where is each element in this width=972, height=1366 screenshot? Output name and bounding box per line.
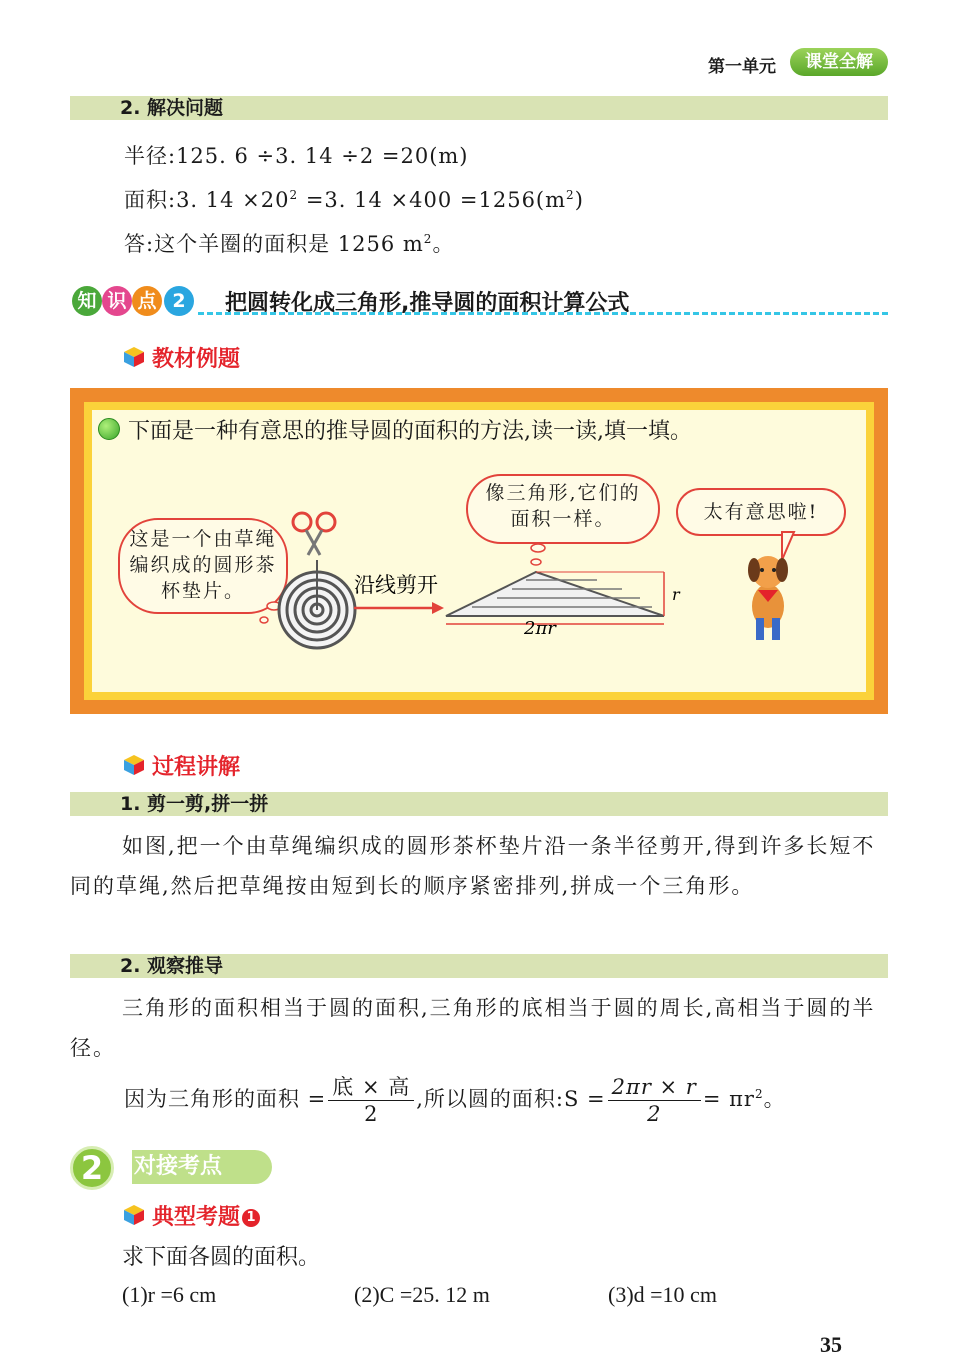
section-title: 2. 解决问题 [120,97,224,119]
area-unit-exponent: 2 [566,188,575,202]
formula-tail: 。 [763,1087,786,1111]
unit-label: 第一单元 [708,57,776,77]
arrow-label: 沿线剪开 [354,573,438,597]
speech-text-left: 这是一个由草绳编织成的圆形茶杯垫片。 [129,528,277,602]
example-illustration [92,410,866,692]
exam-section-label [132,1150,272,1184]
answer-line [124,228,454,258]
triangle-shape [446,572,664,624]
knowledge-title: 把圆转化成三角形,推导圆的面积计算公式 [225,291,630,316]
typical-question-number: 1 [242,1209,260,1227]
formula-mid: ,所以圆的面积:S = [416,1087,606,1111]
section-bar-observe [70,954,888,978]
example-instruction: 下面是一种有意思的推导圆的面积的方法,读一读,填一填。 [128,419,692,444]
formula-line [124,1074,786,1127]
area-text: 面积:3. 14 ×20 [124,188,290,212]
triangle-height-label: r [672,585,680,604]
answer-exponent: 2 [423,232,433,246]
typical-question-label [152,1200,260,1231]
area-text-end: ) [574,188,584,212]
cube-icon [122,1203,146,1231]
section-pill: 课堂全解 [790,48,888,76]
fraction-circle-area [608,1074,701,1127]
answer-end: 。 [432,232,455,256]
fraction-numerator: 底 × 高 [328,1074,414,1101]
question-text: 求下面各圆的面积。 [122,1245,321,1270]
area-line [124,184,584,214]
exam-section-text: 对接考点 [134,1154,223,1179]
area-text-mid: =3. 14 ×400 =1256(m [298,188,567,212]
fraction-numerator: 2πr × r [608,1074,701,1101]
fraction-denominator: 2 [364,1102,379,1126]
exam-section-number: 2 [70,1146,114,1190]
section-bar-cut [70,792,888,816]
area-exponent: 2 [289,188,299,202]
triangle-base-label: 2πr [524,618,556,639]
typical-question-text: 典型考题 [152,1205,241,1230]
formula-pre: 因为三角形的面积 = [124,1087,327,1111]
section-title: 1. 剪一剪,拼一拼 [120,793,269,815]
fraction-denominator: 2 [647,1102,662,1126]
answer-text: 答:这个羊圈的面积是 1256 m [124,232,424,256]
page-number: 35 [820,1332,842,1357]
section-bar-solve [70,96,888,120]
knowledge-number-badge: 2 [164,286,194,316]
process-label: 过程讲解 [152,755,241,780]
fraction-triangle-area [328,1074,414,1127]
section-title: 2. 观察推导 [120,955,224,977]
example-label: 教材例题 [152,347,241,372]
question-item-2: (2)C =25. 12 m [354,1282,490,1307]
knowledge-badge-3: 点 [132,286,162,316]
knowledge-badge-1: 知 [72,286,102,316]
scissors-icon [293,513,335,555]
formula-exponent: 2 [754,1087,764,1101]
knowledge-badge-2: 识 [102,286,132,316]
speech-bubble-right: 太有意思啦! [676,488,846,536]
cube-icon [122,345,146,373]
cube-icon [122,753,146,781]
question-item-1: (1)r =6 cm [122,1282,217,1307]
formula-end: = πr [702,1087,755,1111]
speech-text-middle: 像三角形,它们的面积一样。 [485,482,641,530]
question-item-3: (3)d =10 cm [608,1282,717,1307]
radius-line: 半径:125. 6 ÷3. 14 ÷2 =20(m) [124,144,469,168]
dog-character-icon [748,556,788,640]
dashed-divider [198,312,888,315]
coaster-icon [279,560,355,648]
observe-paragraph: 三角形的面积相当于圆的面积,三角形的底相当于圆的周长,高相当于圆的半径。 [70,996,876,1060]
cut-paragraph: 如图,把一个由草绳编织成的圆形茶杯垫片沿一条半径剪开,得到许多长短不同的草绳,然后把草绳按由短到长的顺序紧密排列,拼成一个三角形。 [70,834,876,898]
